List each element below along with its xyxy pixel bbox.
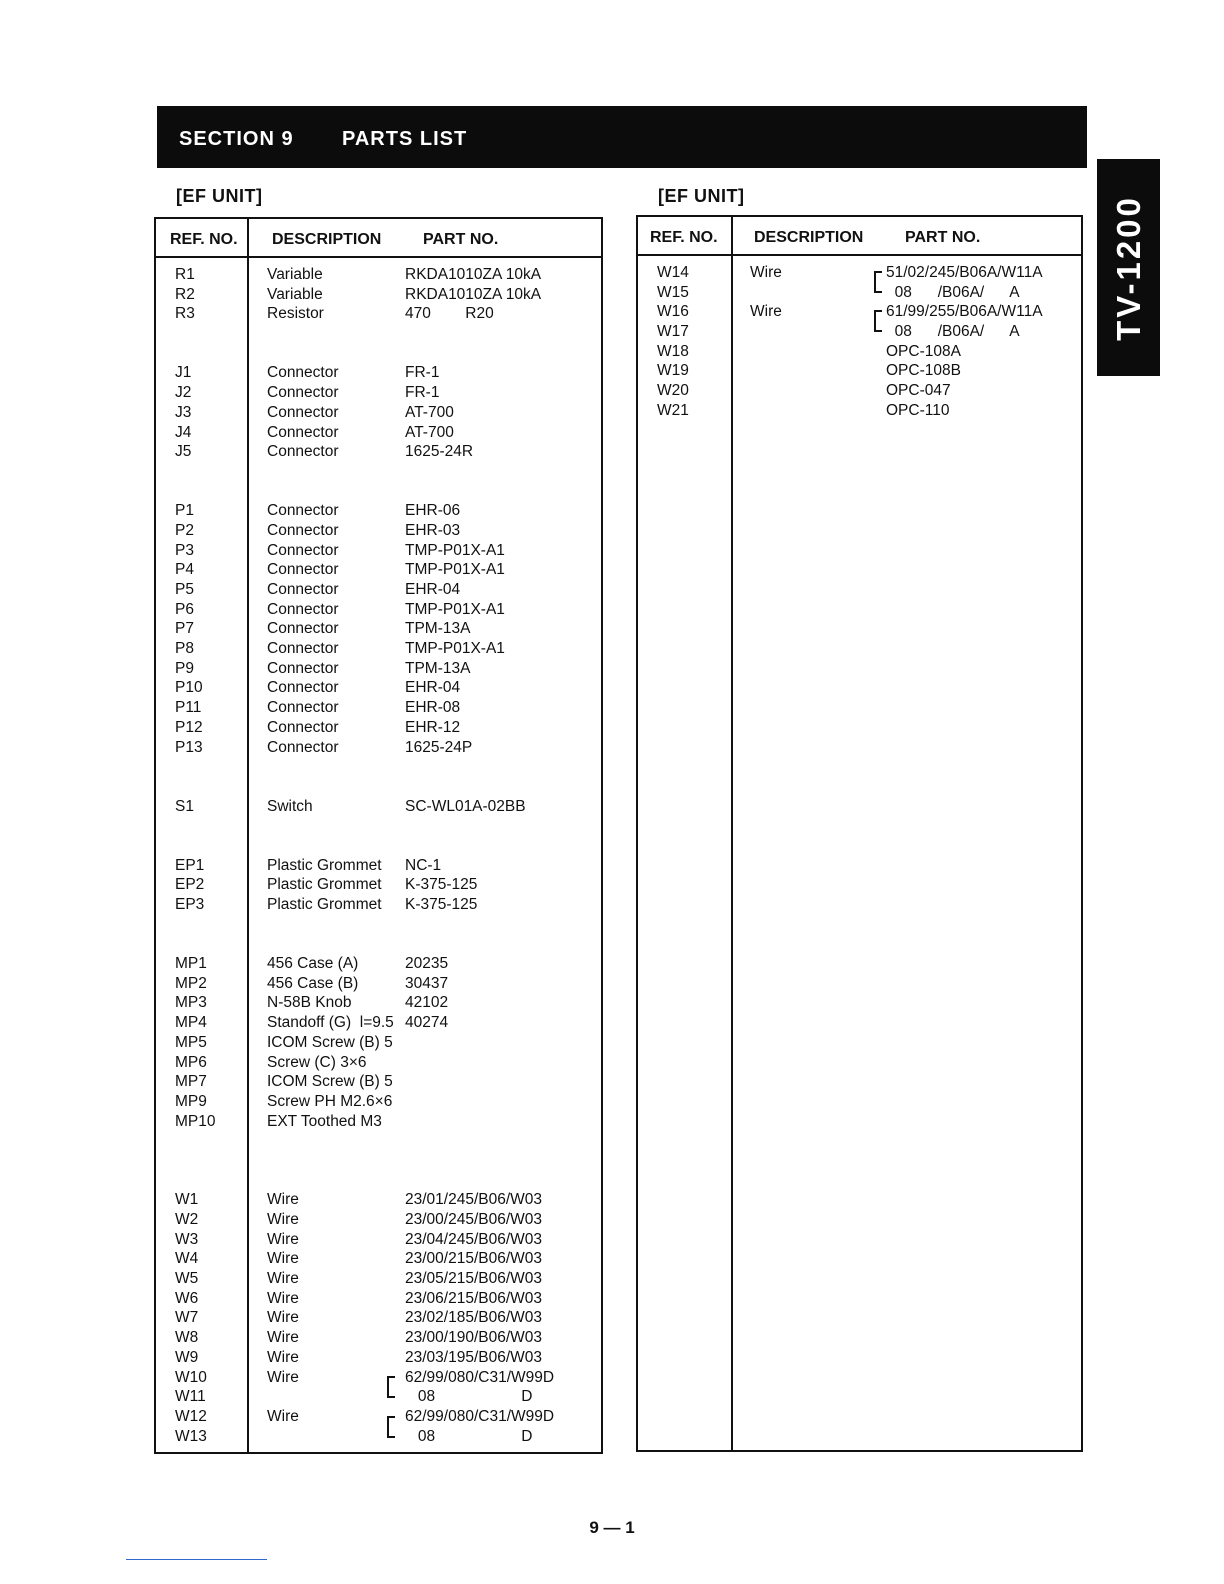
cell-part-no: EHR-04 xyxy=(405,581,461,598)
cell-description: Wire xyxy=(267,1309,299,1327)
col-header-ref: REF. NO. xyxy=(170,231,238,248)
cell-part-no: 08 D xyxy=(405,1427,533,1445)
cell-description: Wire xyxy=(267,1230,299,1248)
left-unit-title: [EF UNIT] xyxy=(176,186,263,206)
cell-part-no: 23/05/215/B06/W03 xyxy=(405,1270,543,1288)
table-row xyxy=(638,283,1081,303)
cell-part-no: EHR-06 xyxy=(405,502,461,520)
table-row xyxy=(156,1112,601,1132)
cell-part-no: 40274 xyxy=(405,1014,449,1032)
cell-ref-no: J3 xyxy=(175,403,192,421)
cell-description: Connector xyxy=(267,600,339,618)
cell-part-no: 62/99/080/C31/W99D xyxy=(405,1407,555,1425)
cell-part-no: 470 R20 xyxy=(405,305,494,323)
cell-part-no: 1625-24P xyxy=(405,738,473,756)
cell-description: Connector xyxy=(267,659,339,677)
table-row xyxy=(156,1013,601,1033)
header-divider xyxy=(638,254,1081,256)
cell-ref-no: P12 xyxy=(175,718,203,736)
table-row xyxy=(156,1407,601,1427)
section-title: PARTS LIST xyxy=(342,128,468,150)
table-spacer xyxy=(156,482,601,502)
wire-bracket xyxy=(874,271,882,293)
cell-description: EXT Toothed M3 xyxy=(267,1112,382,1130)
cell-description: Connector xyxy=(267,679,339,697)
cell-ref-no: W7 xyxy=(175,1309,199,1327)
cell-ref-no: P8 xyxy=(175,640,194,658)
wire-bracket xyxy=(387,1376,395,1398)
table-spacer xyxy=(156,915,601,935)
cell-part-no: 23/01/245/B06/W03 xyxy=(405,1191,543,1209)
cell-description: Plastic Grommet xyxy=(267,896,382,913)
cell-description: Variable xyxy=(267,285,323,303)
cell-ref-no: MP4 xyxy=(175,1014,207,1032)
cell-part-no: OPC-108B xyxy=(886,362,961,380)
table-row xyxy=(156,1072,601,1092)
cell-ref-no: W6 xyxy=(175,1289,199,1307)
table-row xyxy=(156,678,601,698)
cell-ref-no: R2 xyxy=(175,285,195,303)
cell-description: Wire xyxy=(267,1329,299,1347)
cell-part-no: 51/02/245/B06A/W11A xyxy=(886,264,1043,281)
cell-ref-no: W1 xyxy=(175,1191,199,1209)
table-row xyxy=(156,1308,601,1328)
right-parts-table xyxy=(636,215,1083,1452)
cell-description: Wire xyxy=(267,1407,299,1425)
cell-ref-no: J5 xyxy=(175,443,192,461)
cell-ref-no: W3 xyxy=(175,1230,199,1248)
table-row xyxy=(156,1427,601,1447)
table-row xyxy=(156,363,601,383)
cell-ref-no: W19 xyxy=(657,362,689,380)
cell-description: Wire xyxy=(267,1191,299,1209)
cell-description: Variable xyxy=(267,266,323,283)
cell-ref-no: W20 xyxy=(657,382,689,400)
cell-ref-no: EP3 xyxy=(175,896,205,913)
table-spacer xyxy=(156,1151,601,1171)
cell-description: Screw (C) 3×6 xyxy=(267,1053,367,1071)
cell-part-no: AT-700 xyxy=(405,423,454,441)
cell-description: Connector xyxy=(267,640,339,658)
table-row xyxy=(156,639,601,659)
cell-ref-no: J4 xyxy=(175,423,192,441)
cell-ref-no: P2 xyxy=(175,521,194,539)
footer-rule xyxy=(126,1559,267,1560)
table-row xyxy=(156,1269,601,1289)
table-row xyxy=(638,322,1081,342)
cell-description: Connector xyxy=(267,423,339,441)
table-row xyxy=(638,302,1081,322)
cell-part-no: FR-1 xyxy=(405,364,440,382)
table-row xyxy=(156,738,601,758)
section-banner xyxy=(157,106,1087,168)
page-number: 9 — 1 xyxy=(589,1518,635,1537)
cell-part-no: 23/00/215/B06/W03 xyxy=(405,1250,543,1268)
table-row xyxy=(156,797,601,817)
cell-part-no: RKDA1010ZA 10kA xyxy=(405,285,542,303)
table-spacer xyxy=(156,777,601,797)
cell-part-no: SC-WL01A-02BB xyxy=(405,797,526,815)
model-label: TV-1200 xyxy=(1109,194,1147,341)
cell-ref-no: MP9 xyxy=(175,1092,207,1110)
cell-part-no: TMP-P01X-A1 xyxy=(405,541,505,559)
cell-ref-no: W8 xyxy=(175,1329,199,1347)
cell-description: Wire xyxy=(750,303,782,321)
wire-bracket xyxy=(874,310,882,332)
col-header-ref: REF. NO. xyxy=(650,229,718,246)
table-row xyxy=(156,265,601,285)
cell-ref-no: MP2 xyxy=(175,974,207,992)
cell-part-no: 30437 xyxy=(405,974,449,992)
cell-part-no: 62/99/080/C31/W99D xyxy=(405,1368,555,1386)
cell-part-no: 23/02/185/B06/W03 xyxy=(405,1309,543,1327)
table-spacer xyxy=(156,816,601,836)
cell-part-no: EHR-08 xyxy=(405,699,461,717)
table-row xyxy=(156,619,601,639)
cell-ref-no: W21 xyxy=(657,401,689,419)
cell-part-no: 08 /B06A/ A xyxy=(886,283,1020,301)
section-number: SECTION 9 xyxy=(179,128,294,150)
table-row xyxy=(638,401,1081,421)
cell-part-no: 20235 xyxy=(405,955,449,973)
cell-ref-no: EP1 xyxy=(175,856,205,874)
cell-part-no: 23/04/245/B06/W03 xyxy=(405,1230,543,1248)
table-row xyxy=(638,342,1081,362)
cell-ref-no: W16 xyxy=(657,303,689,321)
cell-description: Connector xyxy=(267,561,339,579)
left-rows xyxy=(156,265,601,1446)
cell-description: Wire xyxy=(267,1348,299,1366)
cell-description: Wire xyxy=(267,1250,299,1268)
cell-ref-no: P11 xyxy=(175,699,202,717)
cell-ref-no: P6 xyxy=(175,600,194,618)
cell-ref-no: W13 xyxy=(175,1427,207,1445)
table-row xyxy=(156,895,601,915)
cell-description: Wire xyxy=(267,1289,299,1307)
right-unit-title: [EF UNIT] xyxy=(658,186,745,206)
col-header-part-no: PART NO. xyxy=(423,231,499,248)
table-row xyxy=(156,580,601,600)
cell-description: Wire xyxy=(267,1270,299,1288)
cell-part-no: OPC-110 xyxy=(886,401,950,419)
table-row xyxy=(156,993,601,1013)
table-row xyxy=(156,600,601,620)
table-row xyxy=(156,954,601,974)
cell-part-no: K-375-125 xyxy=(405,896,478,913)
cell-description: Plastic Grommet xyxy=(267,876,382,894)
table-row xyxy=(156,501,601,521)
col-header-description: DESCRIPTION xyxy=(272,231,382,248)
table-row xyxy=(156,1190,601,1210)
cell-part-no: OPC-108A xyxy=(886,342,961,360)
cell-description: Connector xyxy=(267,738,339,756)
cell-ref-no: S1 xyxy=(175,797,194,815)
table-spacer xyxy=(156,836,601,856)
table-row xyxy=(156,1249,601,1269)
cell-ref-no: R3 xyxy=(175,305,195,323)
cell-ref-no: W12 xyxy=(175,1407,207,1425)
table-row xyxy=(156,1230,601,1250)
table-spacer xyxy=(156,324,601,344)
table-row xyxy=(156,1368,601,1388)
cell-ref-no: W10 xyxy=(175,1368,207,1386)
cell-part-no: EHR-12 xyxy=(405,718,461,736)
cell-ref-no: W5 xyxy=(175,1270,199,1288)
cell-ref-no: MP1 xyxy=(175,955,207,973)
table-row xyxy=(156,560,601,580)
cell-description: ICOM Screw (B) 5 xyxy=(267,1073,393,1091)
cell-description: ICOM Screw (B) 5 xyxy=(267,1033,393,1051)
cell-description: Connector xyxy=(267,364,339,382)
table-row xyxy=(638,361,1081,381)
cell-ref-no: P7 xyxy=(175,620,194,638)
cell-ref-no: W15 xyxy=(657,283,689,301)
cell-description: Connector xyxy=(267,443,339,461)
table-row xyxy=(156,1387,601,1407)
cell-part-no: EHR-03 xyxy=(405,521,461,539)
table-row xyxy=(156,304,601,324)
cell-description: Resistor xyxy=(267,305,324,323)
left-parts-table xyxy=(154,217,603,1454)
cell-description: Connector xyxy=(267,699,339,717)
cell-description: Plastic Grommet xyxy=(267,856,382,874)
cell-ref-no: W14 xyxy=(657,264,689,281)
cell-ref-no: P3 xyxy=(175,541,194,559)
cell-ref-no: W11 xyxy=(175,1388,206,1406)
table-row xyxy=(156,285,601,305)
cell-ref-no: W17 xyxy=(657,323,689,341)
cell-part-no: 61/99/255/B06A/W11A xyxy=(886,303,1043,321)
cell-ref-no: J2 xyxy=(175,384,192,402)
cell-part-no: TPM-13A xyxy=(405,659,471,677)
cell-part-no: 23/00/190/B06/W03 xyxy=(405,1329,543,1347)
cell-description: Connector xyxy=(267,718,339,736)
table-row xyxy=(156,541,601,561)
header-divider xyxy=(156,256,601,258)
cell-part-no: 42102 xyxy=(405,994,449,1012)
table-row xyxy=(156,974,601,994)
cell-ref-no: MP5 xyxy=(175,1033,207,1051)
table-row xyxy=(638,381,1081,401)
table-row xyxy=(156,442,601,462)
table-spacer xyxy=(156,462,601,482)
cell-ref-no: P10 xyxy=(175,679,203,697)
cell-description: N-58B Knob xyxy=(267,994,352,1012)
cell-description: Connector xyxy=(267,541,339,559)
table-row xyxy=(156,403,601,423)
cell-part-no: EHR-04 xyxy=(405,679,461,697)
table-row xyxy=(156,1289,601,1309)
cell-part-no: 1625-24R xyxy=(405,443,474,461)
cell-description: Wire xyxy=(267,1368,299,1386)
cell-ref-no: MP6 xyxy=(175,1053,207,1071)
col-header-part-no: PART NO. xyxy=(905,229,981,246)
cell-description: Connector xyxy=(267,521,339,539)
cell-description: Switch xyxy=(267,797,313,815)
cell-part-no: RKDA1010ZA 10kA xyxy=(405,266,542,283)
cell-ref-no: MP7 xyxy=(175,1073,207,1091)
cell-ref-no: W4 xyxy=(175,1250,199,1268)
cell-ref-no: P1 xyxy=(175,502,194,520)
model-side-tab xyxy=(1097,159,1160,376)
cell-ref-no: P13 xyxy=(175,738,203,756)
cell-ref-no: MP3 xyxy=(175,994,207,1012)
cell-ref-no: P5 xyxy=(175,581,194,598)
table-row xyxy=(156,698,601,718)
table-spacer xyxy=(156,1131,601,1151)
cell-description: Connector xyxy=(267,502,339,520)
cell-description: Standoff (G) l=9.5 xyxy=(267,1014,394,1032)
cell-part-no: NC-1 xyxy=(405,856,442,874)
cell-ref-no: W2 xyxy=(175,1211,199,1228)
cell-part-no: TMP-P01X-A1 xyxy=(405,640,505,658)
cell-part-no: TMP-P01X-A1 xyxy=(405,561,505,579)
cell-part-no: 23/00/245/B06/W03 xyxy=(405,1211,543,1228)
cell-ref-no: J1 xyxy=(175,364,192,382)
col-header-description: DESCRIPTION xyxy=(754,229,864,246)
cell-ref-no: R1 xyxy=(175,266,195,283)
cell-ref-no: EP2 xyxy=(175,876,205,894)
cell-ref-no: P4 xyxy=(175,561,194,579)
table-row xyxy=(156,1328,601,1348)
table-row xyxy=(638,263,1081,283)
cell-ref-no: W9 xyxy=(175,1348,199,1366)
table-row xyxy=(156,1033,601,1053)
cell-ref-no: W18 xyxy=(657,342,689,360)
cell-description: 456 Case (A) xyxy=(267,955,359,973)
table-row xyxy=(156,423,601,443)
cell-description: Connector xyxy=(267,403,339,421)
table-row xyxy=(156,521,601,541)
right-rows xyxy=(638,263,1081,421)
cell-part-no: 23/06/215/B06/W03 xyxy=(405,1289,543,1307)
cell-description: Connector xyxy=(267,620,339,638)
wire-bracket xyxy=(387,1416,395,1438)
table-spacer xyxy=(156,1171,601,1191)
cell-description: Screw PH M2.6×6 xyxy=(267,1092,393,1110)
table-spacer xyxy=(156,934,601,954)
table-row xyxy=(156,1092,601,1112)
table-row xyxy=(156,1348,601,1368)
table-row xyxy=(156,718,601,738)
cell-description: Connector xyxy=(267,384,339,402)
cell-ref-no: MP10 xyxy=(175,1112,216,1130)
table-row xyxy=(156,1210,601,1230)
cell-description: Wire xyxy=(750,264,782,281)
table-spacer xyxy=(156,344,601,364)
cell-description: 456 Case (B) xyxy=(267,974,359,992)
cell-part-no: 08 /B06A/ A xyxy=(886,323,1020,341)
cell-part-no: OPC-047 xyxy=(886,382,951,400)
table-row xyxy=(156,1053,601,1073)
cell-description: Wire xyxy=(267,1211,299,1228)
cell-ref-no: P9 xyxy=(175,659,194,677)
cell-part-no: TMP-P01X-A1 xyxy=(405,600,505,618)
table-row xyxy=(156,383,601,403)
cell-part-no: 23/03/195/B06/W03 xyxy=(405,1348,543,1366)
cell-part-no: FR-1 xyxy=(405,384,440,402)
cell-part-no: TPM-13A xyxy=(405,620,471,638)
table-row xyxy=(156,856,601,876)
cell-description: Connector xyxy=(267,581,339,598)
table-row xyxy=(156,875,601,895)
table-spacer xyxy=(156,757,601,777)
table-row xyxy=(156,659,601,679)
cell-part-no: K-375-125 xyxy=(405,876,478,894)
cell-part-no: 08 D xyxy=(405,1388,533,1406)
cell-part-no: AT-700 xyxy=(405,403,454,421)
